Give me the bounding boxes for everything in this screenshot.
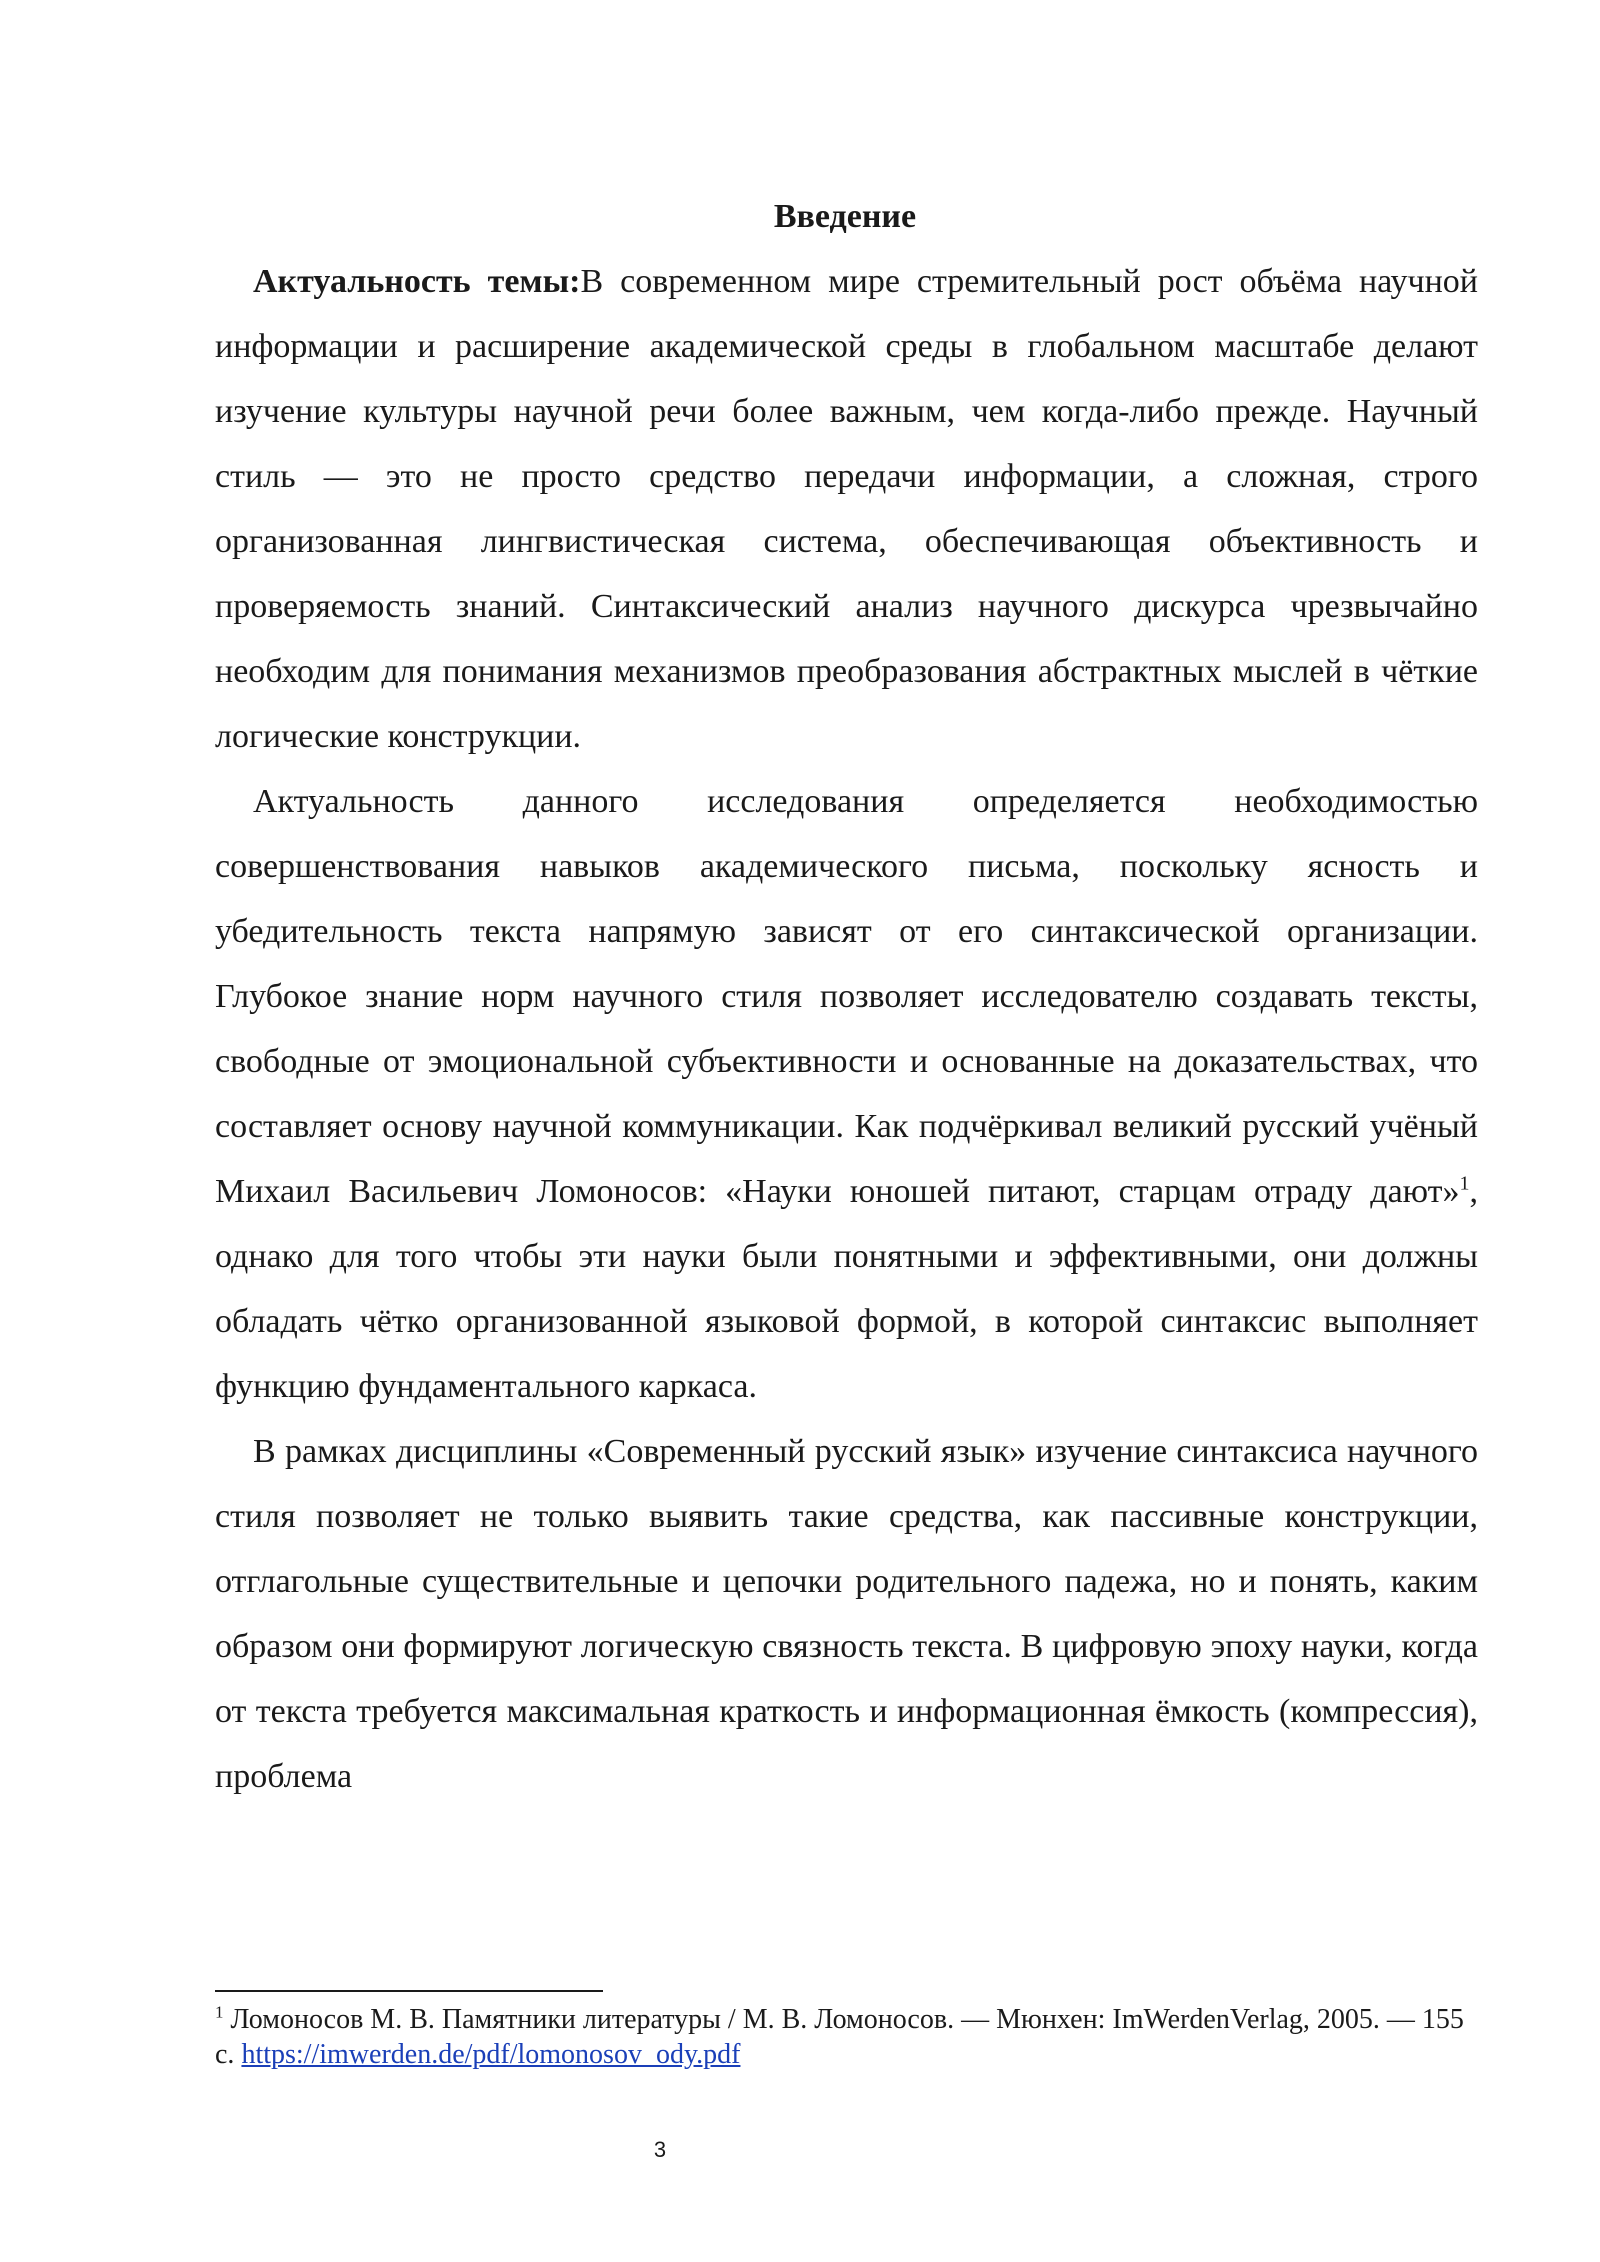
paragraph-3	[215, 1419, 1478, 1809]
paragraph-lead: Актуальность темы:	[253, 263, 581, 300]
paragraph-text: В рамках дисциплины «Современный русский язык» изучение синтаксиса научного стиля позволяет не только выявить такие средства, как пассивные конструкции, отглагольные существительные и цепочки родительного падежа, но и понять, каким образом они формируют логическую связность текста. В цифровую эпоху науки, когда от текста требуется максимальная краткость и информационная ёмкость (компрессия), проблема	[215, 1433, 1478, 1795]
section-title: Введение	[773, 198, 917, 235]
paragraph-text-after-ref: , однако для того чтобы эти науки были понятными и эффективными, они должны обладать чётко организованной языковой формой, в которой синтаксис выполняет функцию фундаментального каркаса.	[215, 1173, 1478, 1405]
paragraph-2	[215, 769, 1478, 1419]
footnote-link[interactable]: https://imwerden.de/pdf/lomonosov_ody.pdf	[241, 2039, 741, 2070]
paragraph-1	[215, 249, 1478, 769]
paragraph-text: В современном мире стремительный рост объёма научной информации и расширение академической среды в глобальном масштабе делают изучение культуры научной речи более важным, чем когда-либо прежде. Научный стиль — это не просто средство передачи информации, а сложная, строго организованная лингвистическая система, обеспечивающая объективность и проверяемость знаний. Синтаксический анализ научного дискурса чрезвычайно необходим для понимания механизмов преобразования абстрактных мыслей в чёткие логические конструкции.	[215, 263, 1478, 755]
footnote	[215, 2002, 1478, 2072]
paragraph-text-before-ref: Актуальность данного исследования определяется необходимостью совершенствования навыков академического письма, поскольку ясность и убедительность текста напрямую зависят от его синтаксической организации. Глубокое знание норм научного стиля позволяет исследователю создавать тексты, свободные от эмоциональной субъективности и основанные на доказательствах, что составляет основу научной коммуникации. Как подчёркивал великий русский учёный Михаил Васильевич Ломоносов: «Науки юношей питают, старцам отраду дают»	[215, 783, 1478, 1210]
footnote-reference[interactable]: 1	[1459, 1172, 1470, 1195]
footnote-number: 1	[215, 2002, 224, 2022]
body-text	[215, 249, 1478, 1809]
footnote-text: Ломоносов М. В. Памятники литературы / М. В. Ломоносов. — Мюнхен: ImWerdenVerlag, 2005. — 155 с.	[215, 2004, 1464, 2070]
page-number: 3	[653, 2137, 667, 2162]
footnote-separator	[215, 1990, 603, 1992]
